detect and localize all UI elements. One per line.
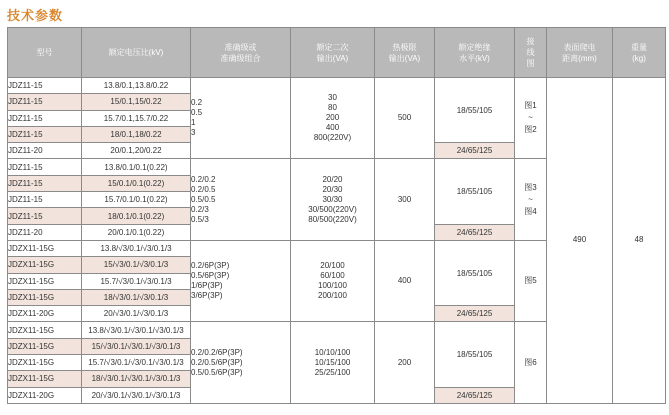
secondary-output-cell: [291, 322, 375, 403]
cell-line: 80: [328, 103, 337, 113]
header-model: 型号: [8, 28, 82, 78]
insulation-level-cell: 24/65/125: [435, 306, 515, 322]
voltage-ratio-cell: 20/0.1,20/0.22: [82, 143, 191, 159]
cell-line: 图6: [524, 357, 537, 367]
cell-line: 0.5/0.5: [191, 194, 216, 204]
cell-line: 30: [328, 93, 337, 103]
cell-line: 400: [325, 123, 340, 133]
model-cell: JDZ11-15: [8, 126, 82, 142]
header-output: 额定二次 输出(VA): [291, 28, 375, 78]
spec-table: [7, 27, 666, 404]
cell-line: 200: [325, 113, 340, 123]
secondary-output-cell: [291, 159, 375, 240]
cell-line: 图3: [524, 182, 537, 192]
cell-line: 0.2/0.5: [191, 184, 216, 194]
header-wiring: 接 线 图: [515, 28, 547, 78]
insulation-level-cell: 24/65/125: [435, 143, 515, 159]
model-cell: JDZ11-15: [8, 110, 82, 126]
cell-line: 20/30: [322, 184, 343, 194]
insulation-level-cell: 24/65/125: [435, 224, 515, 240]
voltage-ratio-cell: 20/√3/0.1/√3/0.1/3: [82, 306, 191, 322]
cell-line: 0.2: [191, 98, 203, 108]
wiring-diagram-cell: [515, 159, 547, 240]
weight-cell: 48: [613, 78, 666, 404]
cell-line: 0.2/3: [191, 204, 209, 214]
voltage-ratio-cell: 13.8/√3/0.1/√3/0.1/3: [82, 240, 191, 256]
model-cell: JDZ11-15: [8, 192, 82, 208]
cell-line: 图4: [524, 206, 537, 216]
cell-line: 0.2/0.2/6P(3P): [191, 347, 243, 357]
voltage-ratio-cell: 15.7/√3/0.1/√3/0.1/√3/0.1/3: [82, 355, 191, 371]
voltage-ratio-cell: 18/√3/0.1/√3/0.1/3: [82, 289, 191, 305]
cell-line: 20/20: [322, 174, 343, 184]
cell-line: 0.2/0.5/6P(3P): [191, 357, 243, 367]
header-accuracy: 准确级或 准确级组合: [191, 28, 291, 78]
model-cell: JDZX11-15G: [8, 273, 82, 289]
header-thermal: 热极限 输出(VA): [375, 28, 435, 78]
model-cell: JDZ11-15: [8, 94, 82, 110]
header-weight: 重量 (kg): [613, 28, 666, 78]
cell-line: ~: [528, 194, 533, 204]
header-insulation: 额定绝缘 水平(kV): [435, 28, 515, 78]
table-row: [8, 78, 666, 94]
model-cell: JDZ11-15: [8, 208, 82, 224]
model-cell: JDZ11-15: [8, 159, 82, 175]
voltage-ratio-cell: 15/√3/0.1/√3/0.1/3: [82, 257, 191, 273]
model-cell: JDZX11-15G: [8, 371, 82, 387]
header-ratio: 额定电压比(kV): [82, 28, 191, 78]
voltage-ratio-cell: 13.8/0.1,13.8/0.22: [82, 78, 191, 94]
wiring-diagram-cell: [515, 322, 547, 403]
cell-line: 60/100: [320, 271, 345, 281]
cell-line: 图2: [524, 125, 537, 135]
cell-line: 800(220V): [313, 133, 352, 143]
thermal-output-cell: 200: [375, 322, 435, 403]
wiring-diagram-cell: [515, 78, 547, 159]
voltage-ratio-cell: 20/√3/0.1/√3/0.1/√3/0.1/3: [82, 387, 191, 403]
accuracy-cell: [191, 159, 291, 240]
header-creepage: 表面爬电 距离(mm): [547, 28, 613, 78]
model-cell: JDZX11-15G: [8, 338, 82, 354]
accuracy-cell: [191, 322, 291, 403]
wiring-diagram-cell: [515, 240, 547, 321]
voltage-ratio-cell: 15.7/√3/0.1/√3/0.1/3: [82, 273, 191, 289]
cell-line: 3/6P(3P): [191, 291, 223, 301]
cell-line: 10/15/100: [314, 357, 351, 367]
cell-line: 0.5/0.5/6P(3P): [191, 367, 243, 377]
model-cell: JDZX11-20G: [8, 306, 82, 322]
cell-line: 30/500(220V): [308, 204, 357, 214]
model-cell: JDZX11-15G: [8, 289, 82, 305]
model-cell: JDZX11-15G: [8, 322, 82, 338]
cell-line: 0.5: [191, 108, 203, 118]
thermal-output-cell: 500: [375, 78, 435, 159]
voltage-ratio-cell: 18/0.1,18/0.22: [82, 126, 191, 142]
cell-line: 1/6P(3P): [191, 281, 223, 291]
insulation-level-cell: 18/55/105: [435, 240, 515, 305]
model-cell: JDZX11-15G: [8, 257, 82, 273]
cell-line: 20/100: [320, 261, 345, 271]
cell-line: 10/10/100: [314, 347, 351, 357]
accuracy-cell: [191, 240, 291, 321]
cell-line: 80/500(220V): [308, 214, 357, 224]
secondary-output-cell: [291, 78, 375, 159]
voltage-ratio-cell: 13.8/√3/0.1/√3/0.1/√3/0.1/3: [82, 322, 191, 338]
insulation-level-cell: 24/65/125: [435, 387, 515, 403]
cell-line: 1: [191, 118, 196, 128]
voltage-ratio-cell: 15.7/0.1,15.7/0.22: [82, 110, 191, 126]
header-row: [8, 28, 666, 78]
creepage-cell: 490: [547, 78, 613, 404]
model-cell: JDZ11-15: [8, 78, 82, 94]
cell-line: ~: [528, 113, 533, 123]
voltage-ratio-cell: 13.8/0.1/0.1(0.22): [82, 159, 191, 175]
cell-line: 25/25/100: [314, 367, 351, 377]
cell-line: 0.5/3: [191, 214, 209, 224]
accuracy-cell: [191, 78, 291, 159]
insulation-level-cell: 18/55/105: [435, 322, 515, 387]
secondary-output-cell: [291, 240, 375, 321]
voltage-ratio-cell: 20/0.1/0.1(0.22): [82, 224, 191, 240]
model-cell: JDZX11-15G: [8, 355, 82, 371]
cell-line: 0.2/0.2: [191, 174, 216, 184]
voltage-ratio-cell: 15.7/0.1/0.1(0.22): [82, 192, 191, 208]
cell-line: 200/100: [318, 291, 347, 301]
model-cell: JDZ11-20: [8, 224, 82, 240]
thermal-output-cell: 300: [375, 159, 435, 240]
model-cell: JDZX11-15G: [8, 240, 82, 256]
voltage-ratio-cell: 15/0.1,15/0.22: [82, 94, 191, 110]
voltage-ratio-cell: 18/0.1/0.1(0.22): [82, 208, 191, 224]
cell-line: 3: [191, 128, 196, 138]
voltage-ratio-cell: 15/√3/0.1/√3/0.1/√3/0.1/3: [82, 338, 191, 354]
voltage-ratio-cell: 18/√3/0.1/√3/0.1/√3/0.1/3: [82, 371, 191, 387]
cell-line: 30/30: [322, 194, 343, 204]
voltage-ratio-cell: 15/0.1/0.1(0.22): [82, 175, 191, 191]
table-body: [8, 78, 666, 404]
model-cell: JDZX11-20G: [8, 387, 82, 403]
cell-line: 图5: [524, 276, 537, 286]
insulation-level-cell: 18/55/105: [435, 78, 515, 143]
cell-line: 0.5/6P(3P): [191, 271, 230, 281]
cell-line: 0.2/6P(3P): [191, 261, 230, 271]
thermal-output-cell: 400: [375, 240, 435, 321]
cell-line: 100/100: [318, 281, 347, 291]
cell-line: 图1: [524, 101, 537, 111]
section-title: 技术参数: [7, 8, 64, 23]
model-cell: JDZ11-20: [8, 143, 82, 159]
insulation-level-cell: 18/55/105: [435, 159, 515, 224]
model-cell: JDZ11-15: [8, 175, 82, 191]
